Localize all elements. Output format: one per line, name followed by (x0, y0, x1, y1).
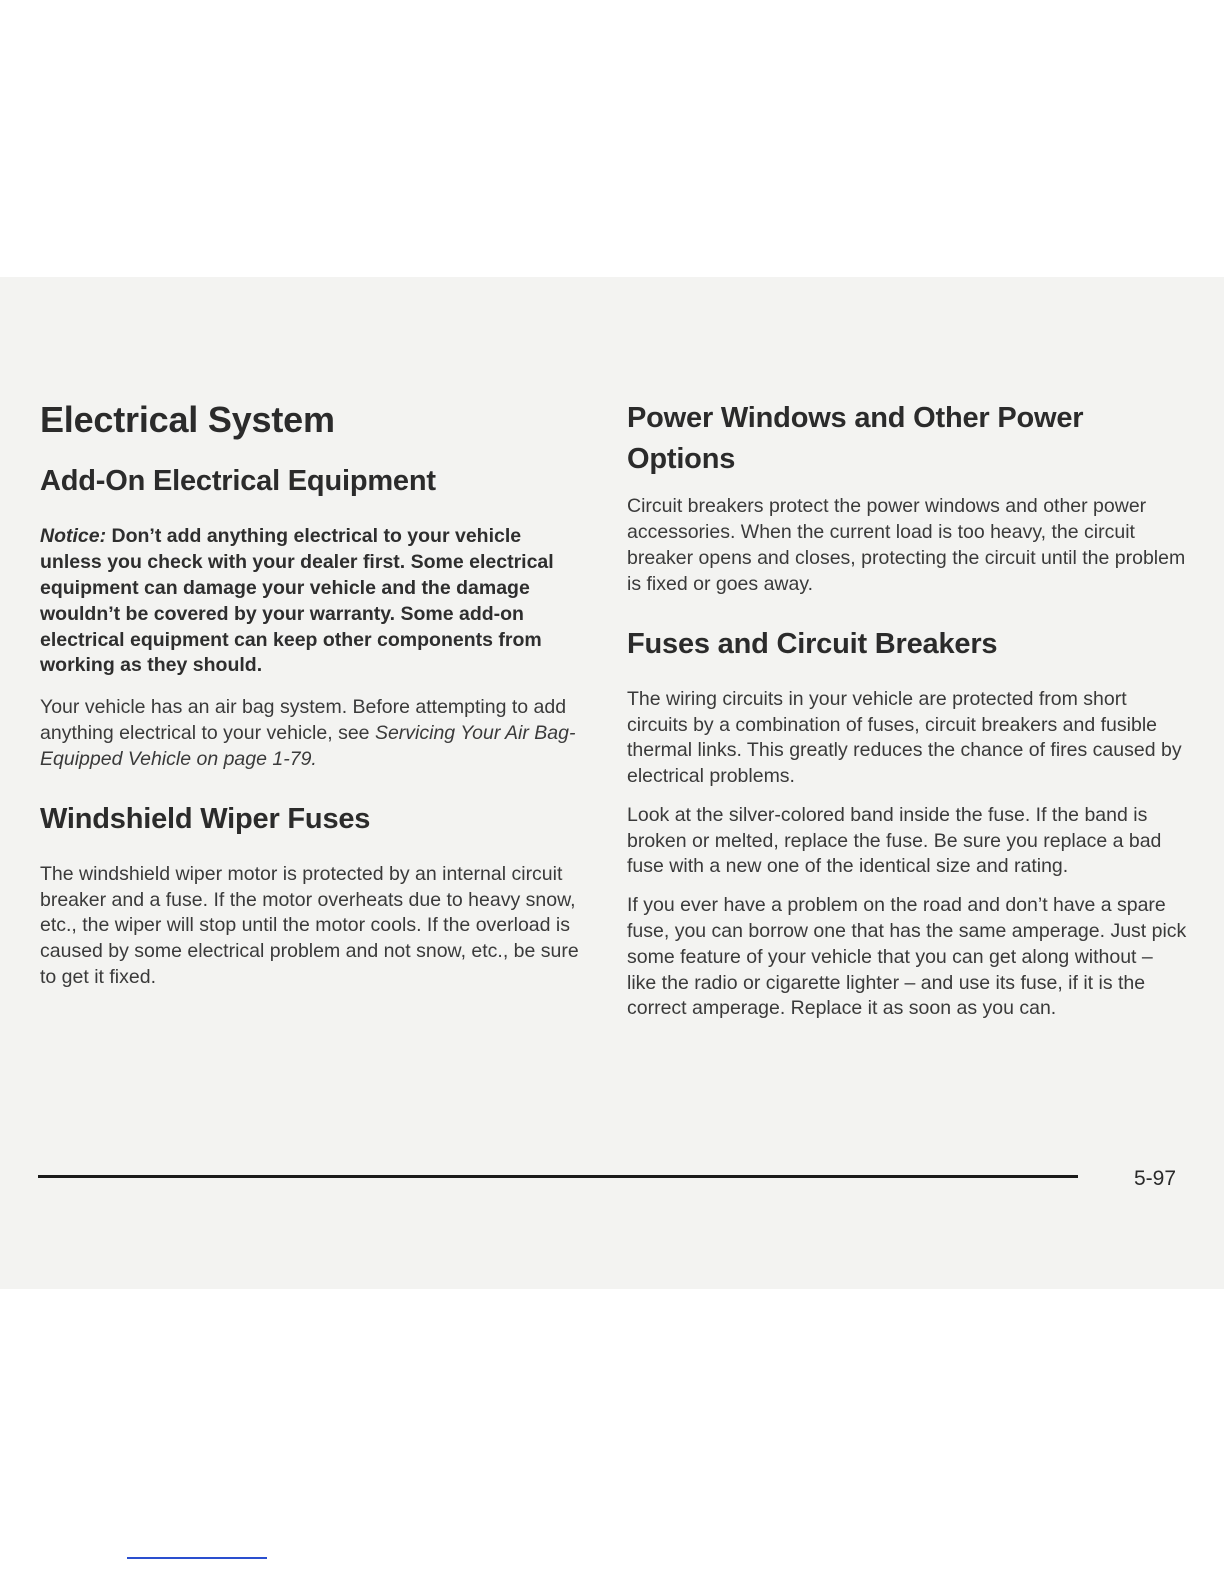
left-column (40, 398, 588, 1004)
fuses-breakers-heading: Fuses and Circuit Breakers (627, 627, 998, 660)
airbag-text: Your vehicle has an air bag system. Before attempting to add anything electrical to your vehicle, see (40, 696, 567, 744)
fuses-paragraph-3: If you ever have a problem on the road and don’t have a spare fuse, you can borrow one that has the same amperage. Just pick some feature of your vehicle that you can get along without – like the radio or cigarette lighter – and use its fuse, if it is the correct amperage. Replace it as soon as you can. (627, 894, 1187, 1020)
section-title: Electrical System (40, 399, 335, 440)
power-windows-heading: Power Windows and Other Power Options (627, 402, 1084, 476)
notice-label: Notice: (40, 525, 107, 548)
airbag-reference-link[interactable]: Servicing Your Air Bag-Equipped Vehicle on page 1-79. (40, 721, 576, 770)
wiper-paragraph: The windshield wiper motor is protected by an internal circuit breaker and a fuse. If the motor overheats due to heavy snow, etc., the wiper will stop until the motor cools. If the overload is caused by some electrical problem and not snow, etc., be sure to get it fixed. (40, 862, 579, 988)
airbag-paragraph (40, 695, 588, 772)
notice-paragraph (40, 524, 588, 679)
power-windows-paragraph: Circuit breakers protect the power windows and other power accessories. When the current load is too heavy, the circuit breaker opens and closes, protecting the circuit until the problem is fixed or goes away. (627, 495, 1186, 595)
notice-text: Don’t add anything electrical to your vehicle unless you check with your dealer first. Some electrical equipment can damage your vehicle and the damage wouldn’t be covered by your warranty. Some add-on electrical equipment can keep other components from working as they should. (40, 525, 554, 677)
addon-electrical-heading: Add-On Electrical Equipment (40, 465, 436, 498)
footer-rule (38, 1175, 1078, 1178)
right-column (627, 398, 1187, 1035)
fuses-paragraph-1: The wiring circuits in your vehicle are protected from short circuits by a combination of fuses, circuit breakers and fusible thermal links. This greatly reduces the chance of fires caused by electrical problems. (627, 687, 1182, 788)
bottom-link-underline[interactable] (127, 1557, 267, 1559)
fuses-paragraph-2: Look at the silver-colored band inside the fuse. If the band is broken or melted, replace the fuse. Be sure you replace a bad fuse with a new one of the identical size and rating. (627, 803, 1162, 878)
wiper-fuses-heading: Windshield Wiper Fuses (40, 802, 371, 835)
page-number: 5-97 (1134, 1167, 1177, 1190)
